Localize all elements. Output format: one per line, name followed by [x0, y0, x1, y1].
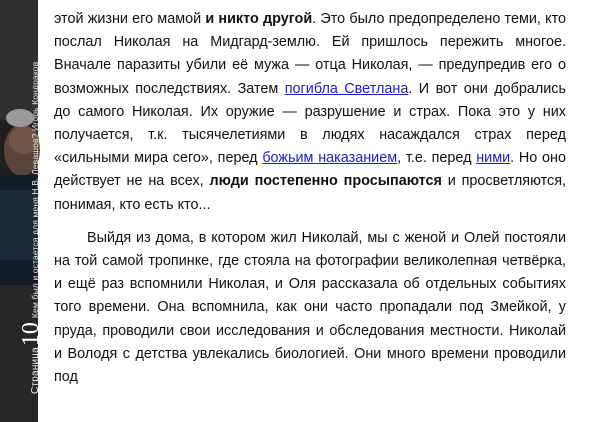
text-run: этой жизни его мамой — [54, 11, 206, 27]
bold-text: люди постепенно просыпаются — [209, 173, 442, 190]
sidebar — [0, 0, 44, 422]
bold-text: и никто другой — [205, 11, 313, 27]
link-them[interactable]: ними — [476, 150, 511, 167]
paragraph-1 — [54, 8, 566, 217]
page-label: Страница — [30, 347, 41, 394]
sidebar-caption — [19, 62, 43, 394]
text-run: . Но оно действует не на всех, — [54, 150, 566, 190]
text-run: и просветляются, понимая, кто есть кто... — [54, 173, 566, 213]
book-title: Кем был и остается для меня Н.В. Левашов? Игорь Кондраков — [30, 61, 40, 319]
sidebar-text — [0, 0, 44, 422]
page-text — [54, 8, 566, 389]
text-run: . И вот они добрались до самого Николая. Их оружие — разрушение и страх. Пока это у них получается, т.к. тысячелетиями в людях насаждался страх перед «сильными мира сего», перед — [54, 80, 566, 167]
link-svetlana[interactable]: погибла Светлана — [284, 80, 409, 97]
text-run: , т.е. перед — [397, 150, 477, 167]
text-run: . Это было предопределено теми, кто послал Николая на Мидгард-землю. Ей пришлось пережить многое. Вначале паразиты убили её мужа — отца Николая, — предупредив его о возможных последствиях. Затем — [54, 11, 566, 97]
link-divine-punishment[interactable]: божьим наказанием — [262, 150, 398, 167]
paragraph-2: Выйдя из дома, в котором жил Николай, мы с женой и Олей постояли на той самой тропинке, где стояла на фотографии великолепная четвёрка, и ещё раз вспомнили Николая, и Оля рассказала об отдельных событиях того времени. Она вспомнила, как они часто пропадали под Змейкой, у пруда, проводили свои исследования и обследования местности. Николай и Володя с детства увлекались биологией. Они много времени проводили под — [54, 229, 566, 386]
page-number: 10 — [18, 322, 44, 347]
